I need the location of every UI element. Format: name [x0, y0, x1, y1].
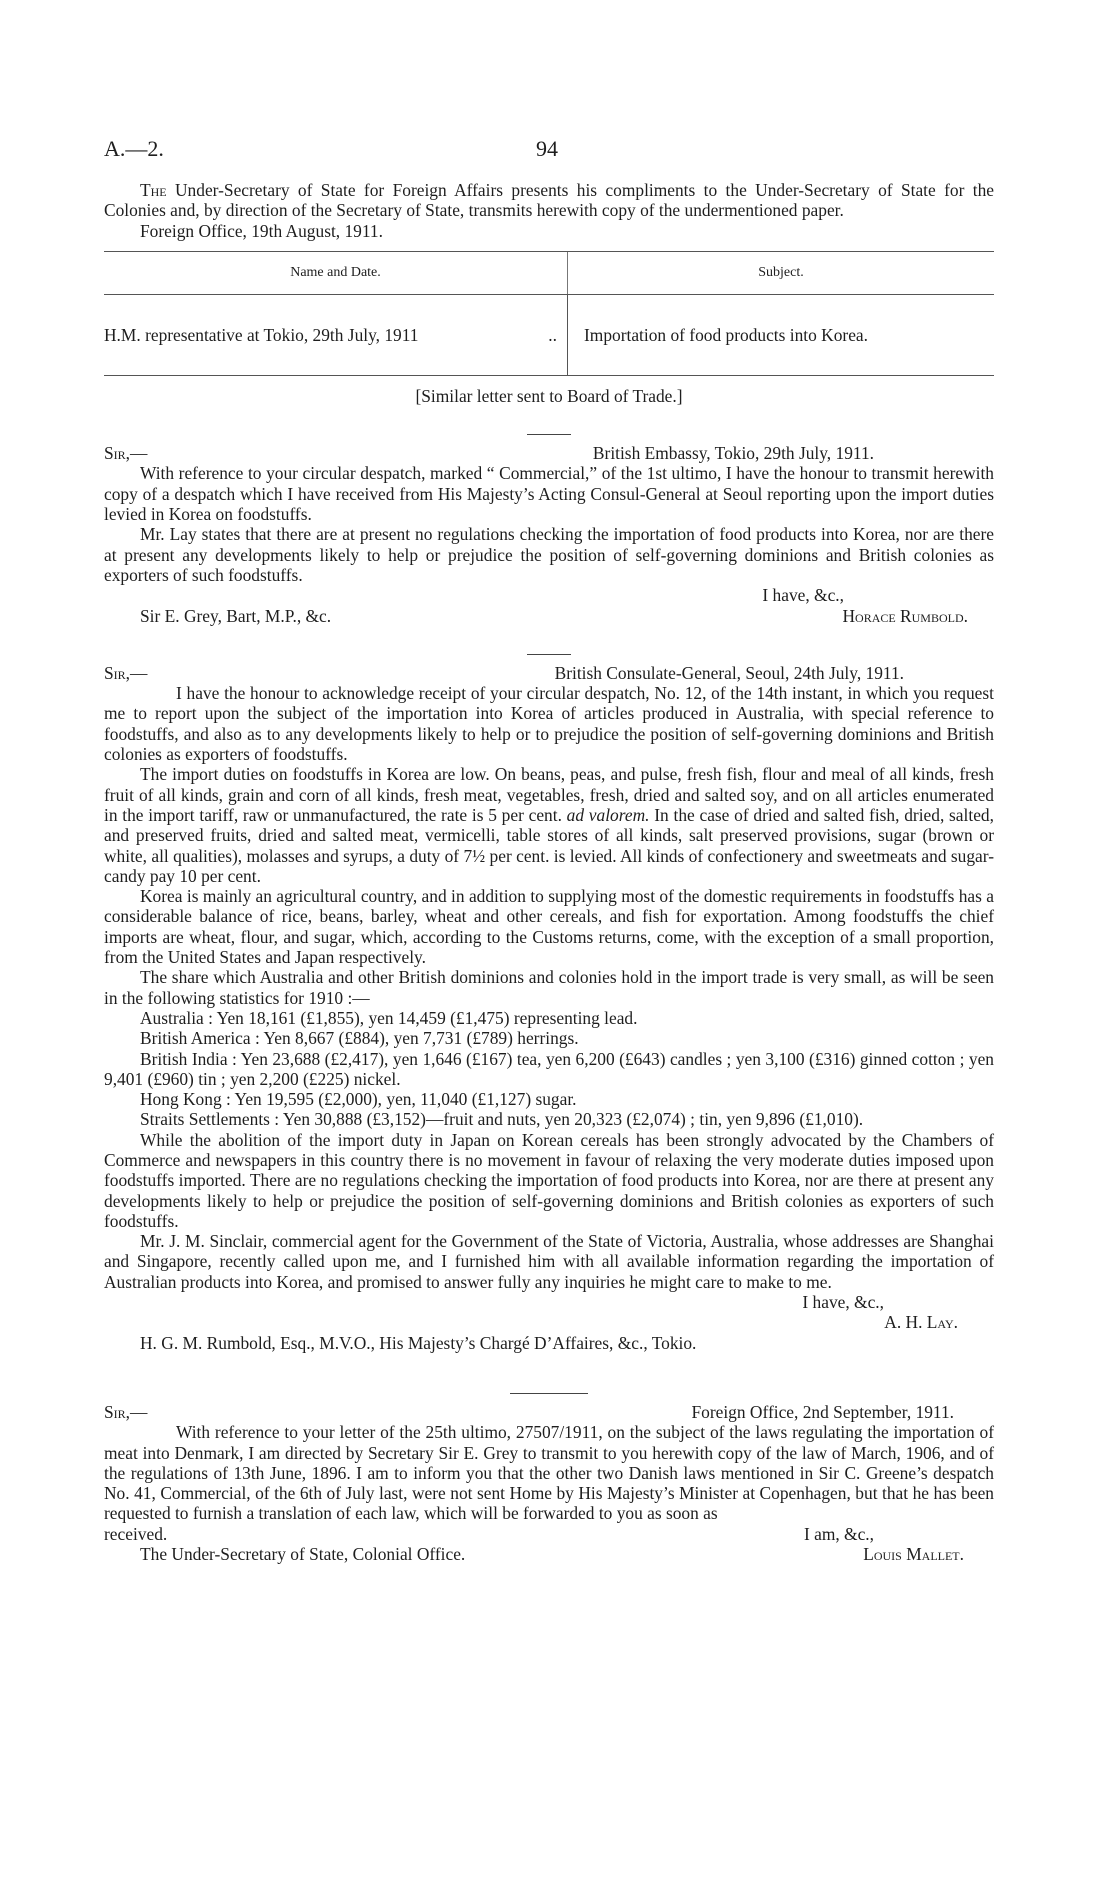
row-leader: ..: [548, 324, 557, 345]
letter2-paragraph: [104, 764, 994, 886]
page-content: [104, 180, 994, 1564]
paper-table: [104, 251, 994, 376]
letter3-close-line: [104, 1524, 994, 1544]
letter1-paragraph: With reference to your circular despatch, marked “ Commercial,” of the 1st ultimo, I have the honour to transmit herewith copy of a despatch which I have received from His Majesty’s Acting Consul-General at Seoul reporting upon the import duties levied in Korea on foodstuffs.: [104, 463, 994, 525]
row-subject: Importation of food products into Korea.: [584, 324, 868, 345]
letter1-paragraph: Mr. Lay states that there are at present no regulations checking the importation of food products into Korea, nor are there at present any developments likely to help or prejudice the position of self-governing dominions and British colonies as exporters of such foodstuffs.: [104, 524, 994, 585]
letter2-text: The import duties on foodstuffs in Korea are low. On beans, peas, and pulse, fresh fish, flour and meal of all kinds, fresh fruit of all kinds, grain and corn of all kinds, fresh meat, vegetables, fresh, dried and salted soy, and on all articles enumerated in the import tariff, raw or unmanufactured, the rate is 5 per cent.: [104, 764, 994, 825]
letter3-closing: I am, &c.,: [803, 1523, 874, 1544]
table-row: [104, 295, 994, 375]
stats-item: Hong Kong : Yen 19,595 (£2,000), yen, 11,040 (£1,127) sugar.: [140, 1089, 577, 1110]
letter2-addressee: H. G. M. Rumbold, Esq., M.V.O., His Majesty’s Chargé D’Affaires, &c., Tokio.: [140, 1332, 697, 1353]
section-divider: [527, 654, 571, 655]
letter2-closing: I have, &c.,: [802, 1292, 884, 1313]
section-divider: [527, 434, 571, 435]
letter3-heading: [104, 1402, 994, 1422]
letter2-paragraph: Korea is mainly an agricultural country, and in addition to supplying most of the domestic requirements in foodstuffs has a considerable balance of rice, beans, barley, wheat and other cereals, and fish for exportation. Among foodstuffs the chief imports are wheat, flour, and sugar, which, according to the Customs returns, come, with the exception of a small proportion, from the United States and Japan respectively.: [104, 886, 994, 968]
header-name-date: Name and Date.: [104, 252, 568, 294]
letter2-paragraph: The share which Australia and other British dominions and colonies hold in the import trade is very small, as will be seen in the following statistics for 1910 :—: [104, 967, 994, 1008]
letter2-italic: ad valorem.: [566, 804, 650, 825]
stats-item: British America : Yen 8,667 (£884), yen 7,731 (£789) herrings.: [140, 1028, 579, 1049]
letter1-closing: I have, &c.,: [762, 585, 844, 606]
page-number: 94: [536, 136, 558, 161]
letter2-dateline: British Consulate-General, Seoul, 24th July, 1911.: [554, 662, 904, 683]
letter3-body: With reference to your letter of the 25th ultimo, 27507/1911, on the subject of the laws regulating the importation of meat into Denmark, I am directed by Secretary Sir E. Grey to transmit to you herewith copy of the law of March, 1906, and of the regulations of 13th June, 1896. I am to inform you that the other two Danish laws mentioned in Sir C. Greene’s despatch No. 41, Commercial, of the 6th of July last, were not sent Home by His Majesty’s Minister at Copenhagen, but that he has been requested to furnish a translation of each law, which will be forwarded to you as soon as: [104, 1422, 994, 1524]
letter2-signature: A. H. Lay.: [884, 1312, 958, 1333]
letter3-last-word: received.: [104, 1523, 168, 1544]
letter2-salutation: Sir,—: [104, 662, 148, 683]
letter1-dateline: British Embassy, Tokio, 29th July, 1911.: [592, 443, 874, 464]
letter1-signature: Horace Rumbold.: [842, 605, 968, 626]
cell-name-date: [104, 295, 568, 375]
row-name-date: H.M. representative at Tokio, 29th July, 1911: [104, 324, 419, 345]
letter3-addressee: The Under-Secretary of State, Colonial Office.: [140, 1544, 466, 1565]
intro-text: Under-Secretary of State for Foreign Affairs presents his compliments to the Under-Secretary of State for the Colonies and, by direction of the Secretary of State, transmits herewith copy of the undermentioned paper.: [104, 180, 994, 221]
letter3-salutation: Sir,—: [104, 1401, 148, 1422]
letter3-footer: [104, 1544, 994, 1564]
letter2-text: In the case of dried and salted fish, dried, salted, and preserved fruits, dried and salted meat, vermicelli, table stores of all kinds, salt preserved provisions, sugar (brown or white, all qualities), molasses and syrups, a duty of 7½ per cent. is levied. All kinds of confectionery and sweetmeats and sugar-candy pay 10 per cent.: [104, 804, 994, 886]
header-subject: Subject.: [758, 264, 804, 280]
letter1-footer: [104, 606, 994, 626]
intro-dateline: Foreign Office, 19th August, 1911.: [140, 220, 383, 241]
letter1-heading: [104, 443, 994, 463]
letter1-addressee: Sir E. Grey, Bart, M.P., &c.: [140, 605, 332, 626]
table-header: [104, 252, 994, 295]
intro-lead: The: [140, 180, 167, 200]
letter1-salutation: Sir,—: [104, 443, 148, 464]
section-divider: [510, 1393, 588, 1394]
stats-item: Straits Settlements : Yen 30,888 (£3,152)—fruit and nuts, yen 20,323 (£2,074) ; tin, yen 9,896 (£1,010).: [140, 1109, 864, 1130]
letter3-dateline: Foreign Office, 2nd September, 1911.: [691, 1401, 954, 1422]
letter2-heading: [104, 663, 994, 683]
letter2-paragraph: I have the honour to acknowledge receipt of your circular despatch, No. 12, of the 14th instant, in which you request me to report upon the subject of the importation into Korea of articles produced in Australia, with special reference to foodstuffs, and also as to any developments likely to help or to prejudice the position of self-governing dominions and British colonies as exporters of foodstuffs.: [104, 683, 994, 765]
stats-item: Australia : Yen 18,161 (£1,855), yen 14,459 (£1,475) representing lead.: [140, 1007, 638, 1028]
stats-item: British India : Yen 23,688 (£2,417), yen 1,646 (£167) tea, yen 6,200 (£643) candles ; yen 3,100 (£316) ginned cotton ; yen 9,401 (£960) tin ; yen 2,200 (£225) nickel.: [104, 1048, 994, 1089]
letter3-signature: Louis Mallet.: [863, 1544, 964, 1565]
page-reference: A.—2.: [104, 136, 164, 161]
similar-letter-note: [Similar letter sent to Board of Trade.]: [415, 385, 683, 406]
intro-paragraph: [104, 180, 994, 221]
letter2-paragraph: Mr. J. M. Sinclair, commercial agent for the Government of the State of Victoria, Australia, whose addresses are Shanghai and Singapore, recently called upon me, and I furnished him with all available information regarding the importation of Australian products into Korea, and promised to answer fully any inquiries he might care to make to me.: [104, 1231, 994, 1292]
letter2-paragraph: While the abolition of the import duty in Japan on Korean cereals has been strongly advocated by the Chambers of Commerce and newspapers in this country there is no movement in favour of relaxing the very moderate duties imposed upon foodstuffs imported. There are no regulations checking the importation of food products into Korea, nor are there at present any developments likely to help or prejudice the position of self-governing dominions and British colonies as exporters of such foodstuffs.: [104, 1129, 994, 1231]
